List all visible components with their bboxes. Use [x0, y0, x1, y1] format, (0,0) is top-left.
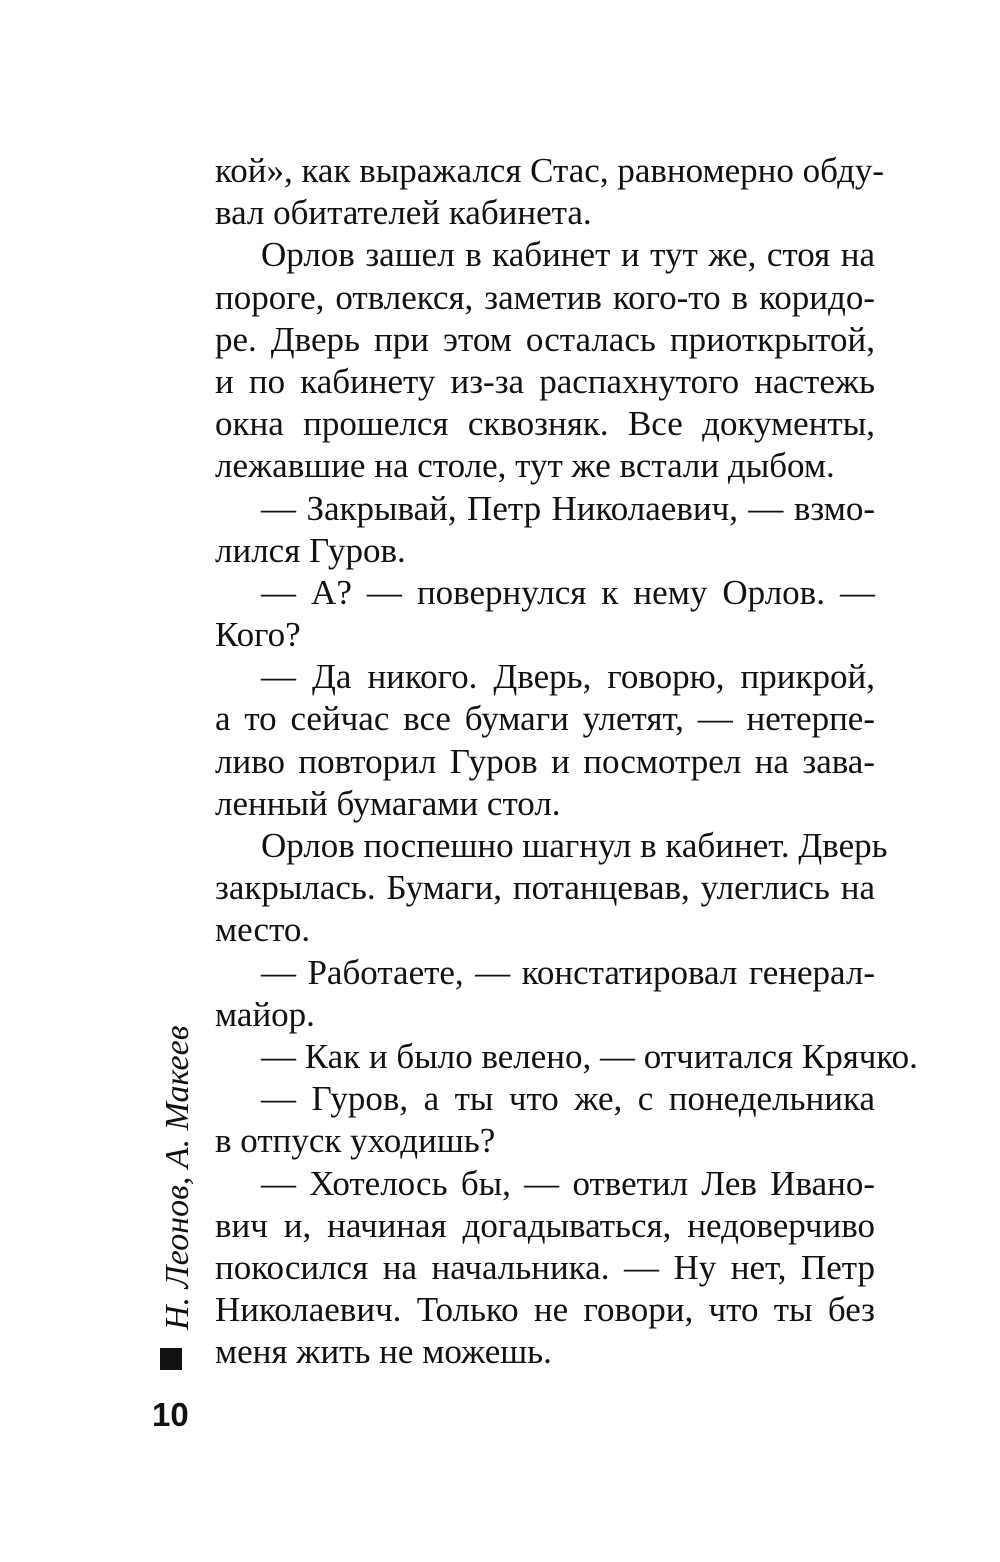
text-line: Орлов зашел в кабинет и тут же, стоя на [261, 235, 875, 275]
text-line: ленный бумагами стол. [215, 783, 561, 823]
text-line: закрылась. Бумаги, потанцевав, улеглись на [215, 868, 875, 908]
text-line: — Да никого. Дверь, говорю, прикрой, [261, 657, 875, 697]
text-line: Николаевич. Только не говори, что ты без [215, 1290, 875, 1330]
text-line: — Работаете, — констатировал генерал- [261, 952, 875, 992]
text-line: место. [215, 910, 311, 950]
square-marker-icon [160, 1348, 182, 1370]
text-line: Кого? [215, 615, 301, 655]
text-line: — А? — повернулся к нему Орлов. — [261, 572, 875, 612]
text-line: пороге, отвлекся, заметив кого-то в коридо- [215, 277, 875, 317]
text-line: окна прошелся сквозняк. Все документы, [215, 404, 875, 444]
text-line: лился Гуров. [215, 530, 406, 570]
text-line: — Закрывай, Петр Николаевич, — взмо- [261, 488, 875, 528]
text-line: — Гуров, а ты что же, с понедельника [261, 1079, 875, 1119]
text-line: ре. Дверь при этом осталась приоткрытой, [215, 319, 875, 359]
text-line: майор. [215, 994, 315, 1034]
text-line: ливо повторил Гуров и посмотрел на зава- [215, 741, 875, 781]
text-line: покосился на начальника. — Ну нет, Петр [215, 1247, 875, 1287]
text-line: и по кабинету из-за распахнутого настежь [215, 361, 875, 401]
text-line: а то сейчас все бумаги улетят, — нетерпе- [215, 699, 875, 739]
text-line: кой», как выражался Стас, равномерно обду- [215, 151, 885, 190]
text-line: лежавшие на столе, тут же встали дыбом. [215, 446, 835, 486]
text-line: в отпуск уходишь? [215, 1121, 496, 1161]
page-number: 10 [152, 1396, 189, 1433]
text-line: — Хотелось бы, — ответил Лев Ивано- [261, 1163, 875, 1203]
text-line: вал обитателей кабинета. [215, 193, 592, 233]
text-line: вич и, начиная догадываться, недоверчиво [215, 1205, 875, 1245]
text-line: меня жить не можешь. [215, 1332, 552, 1372]
text-line: Орлов поспешно шагнул в кабинет. Дверь [261, 826, 888, 865]
running-head-authors: Н. Леонов, А. Макеев [159, 1025, 196, 1330]
body-text [215, 150, 918, 1373]
text-line: — Как и было велено, — отчитался Крячко. [261, 1036, 918, 1076]
